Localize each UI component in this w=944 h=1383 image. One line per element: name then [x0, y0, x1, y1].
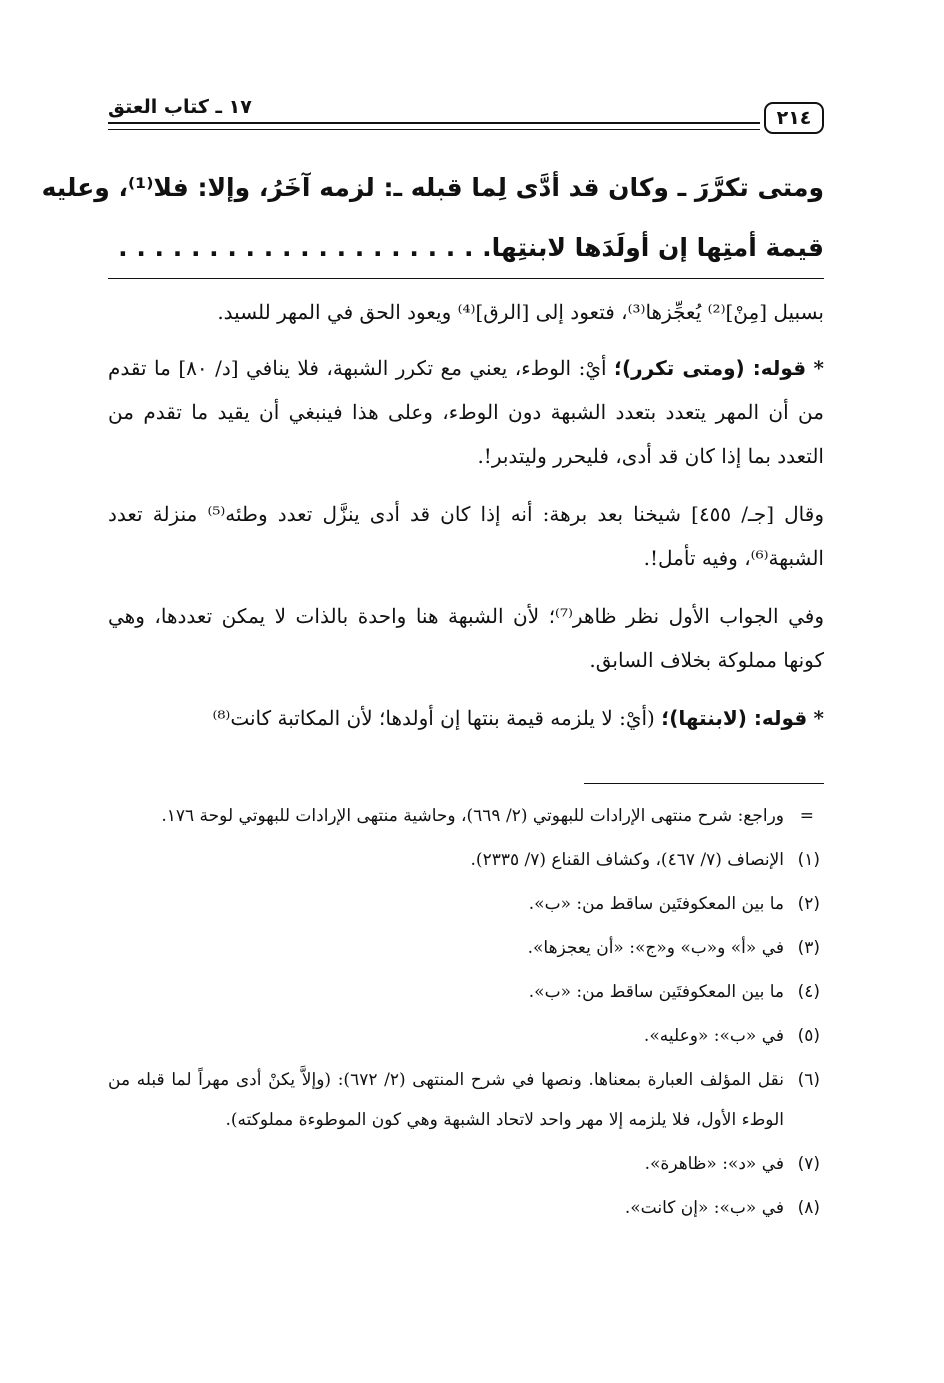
header-rule: [108, 122, 760, 130]
footnote-text: في «د»: «ظاهرة».: [644, 1154, 784, 1174]
footnote-text: الإنصاف (٧/ ٤٦٧)، وكشاف القناع (٧/ ٢٣٣٥).: [470, 850, 784, 870]
footnote-text: ما بين المعكوفتَين ساقط من: «ب».: [528, 982, 784, 1002]
footnote-divider: [584, 783, 824, 784]
footnote-number: (١): [797, 850, 820, 870]
main-text-line-2: [108, 218, 824, 278]
footnote-3: [108, 928, 824, 968]
footnote-7: [108, 1144, 824, 1184]
star-marker: *: [813, 356, 825, 380]
commentary-paragraph-4: وفي الجواب الأول نظر ظاهر⁽⁷⁾؛ لأن الشبهة هنا واحدة بالذات لا يمكن تعددها، وهي كونها مملوكة بخلاف السابق.: [108, 604, 824, 672]
star-marker: *: [813, 706, 824, 730]
footnote-text: ما بين المعكوفتَين ساقط من: «ب».: [528, 894, 784, 914]
main-text-line-1: ومتى تكرَّرَ ـ وكان قد أدَّى لِما قبله ـ: لزمه آخَرُ، وإلا: فلا⁽¹⁾، وعليه: [41, 173, 824, 202]
main-text: [41, 158, 824, 278]
footnote-number: (٥): [797, 1026, 820, 1046]
main-text-line-2-words: قيمة أمتِها إن أولَدَها لابنتِها: [491, 233, 824, 262]
footnote-6: [108, 1060, 824, 1140]
commentary-paragraph-5: [108, 696, 824, 740]
footnote-2: [108, 884, 824, 924]
footnote-text: في «ب»: «إن كانت».: [624, 1198, 784, 1218]
footnote-number: =: [799, 806, 814, 826]
commentary-lemma: قوله: (ومتى تكرر)؛: [614, 356, 807, 380]
footnote-number: (٢): [797, 894, 820, 914]
footnote-text: وراجع: شرح منتهى الإرادات للبهوتي (٢/ ٦٦٩)، وحاشية منتهى الإرادات للبهوتي لوحة ١٧٦.: [161, 806, 784, 826]
footnotes: [108, 796, 824, 1232]
footnote-4: [108, 972, 824, 1012]
footnote-number: (٦): [797, 1070, 820, 1090]
page-header: [108, 92, 824, 138]
footnote-5: [108, 1016, 824, 1056]
footnote-text: في «ب»: «وعليه».: [643, 1026, 784, 1046]
commentary-lemma: قوله: (لابنتها)؛: [661, 706, 808, 730]
main-text-dots: . . . . . . . . . . . . . . . . . . . . .: [118, 233, 492, 262]
footnote-number: (٤): [797, 982, 820, 1002]
chapter-title: ١٧ ـ كتاب العتق: [108, 96, 252, 118]
footnote-1: [108, 840, 824, 880]
footnote-continuation: [108, 796, 824, 836]
commentary-paragraph-1: بسبيل [مِنْ]⁽²⁾ يُعجِّزها⁽³⁾، فتعود إلى [الرق]⁽⁴⁾ ويعود الحق في المهر للسيد.: [217, 300, 824, 324]
commentary-paragraph-2: [108, 346, 824, 478]
footnote-8: [108, 1188, 824, 1228]
commentary-paragraph-2-text: أيْ: الوطء، يعني مع تكرر الشبهة، فلا ينافي [د/ ٨٠] ما تقدم من أن المهر يتعدد بتعدد الشبهة دون الوطء، وعلى هذا فينبغي أن يقيد ما تقدم من التعدد بما إذا كان قد أدى، فليحرر وليتدبر!.: [108, 356, 824, 468]
page-number: ٢١٤: [764, 102, 824, 134]
footnote-number: (٣): [797, 938, 820, 958]
commentary-paragraph-5-text: (أيْ: لا يلزمه قيمة بنتها إن أولدها؛ لأن المكاتبة كانت⁽⁸⁾: [212, 706, 655, 730]
commentary-paragraph-3: وقال [جـ/ ٤٥٥] شيخنا بعد برهة: أنه إذا كان قد أدى ينزَّل تعدد وطئه⁽⁵⁾ منزلة تعدد الشبهة⁽⁶⁾، وفيه تأمل!.: [108, 502, 824, 570]
footnote-text: في «أ» و«ب» و«ج»: «أن يعجزها».: [527, 938, 784, 958]
main-text-divider: [108, 278, 824, 279]
footnote-number: (٧): [797, 1154, 820, 1174]
commentary: [108, 290, 824, 754]
footnote-text: نقل المؤلف العبارة بمعناها. ونصها في شرح المنتهى (٢/ ٦٧٢): (وإلاَّ يكنْ أدى مهراً لما قبله من الوطء الأول، فلا يلزمه إلا مهر واحد لاتحاد الشبهة وهي كون الموطوءة مملوكته).: [108, 1070, 784, 1130]
footnote-number: (٨): [797, 1198, 820, 1218]
